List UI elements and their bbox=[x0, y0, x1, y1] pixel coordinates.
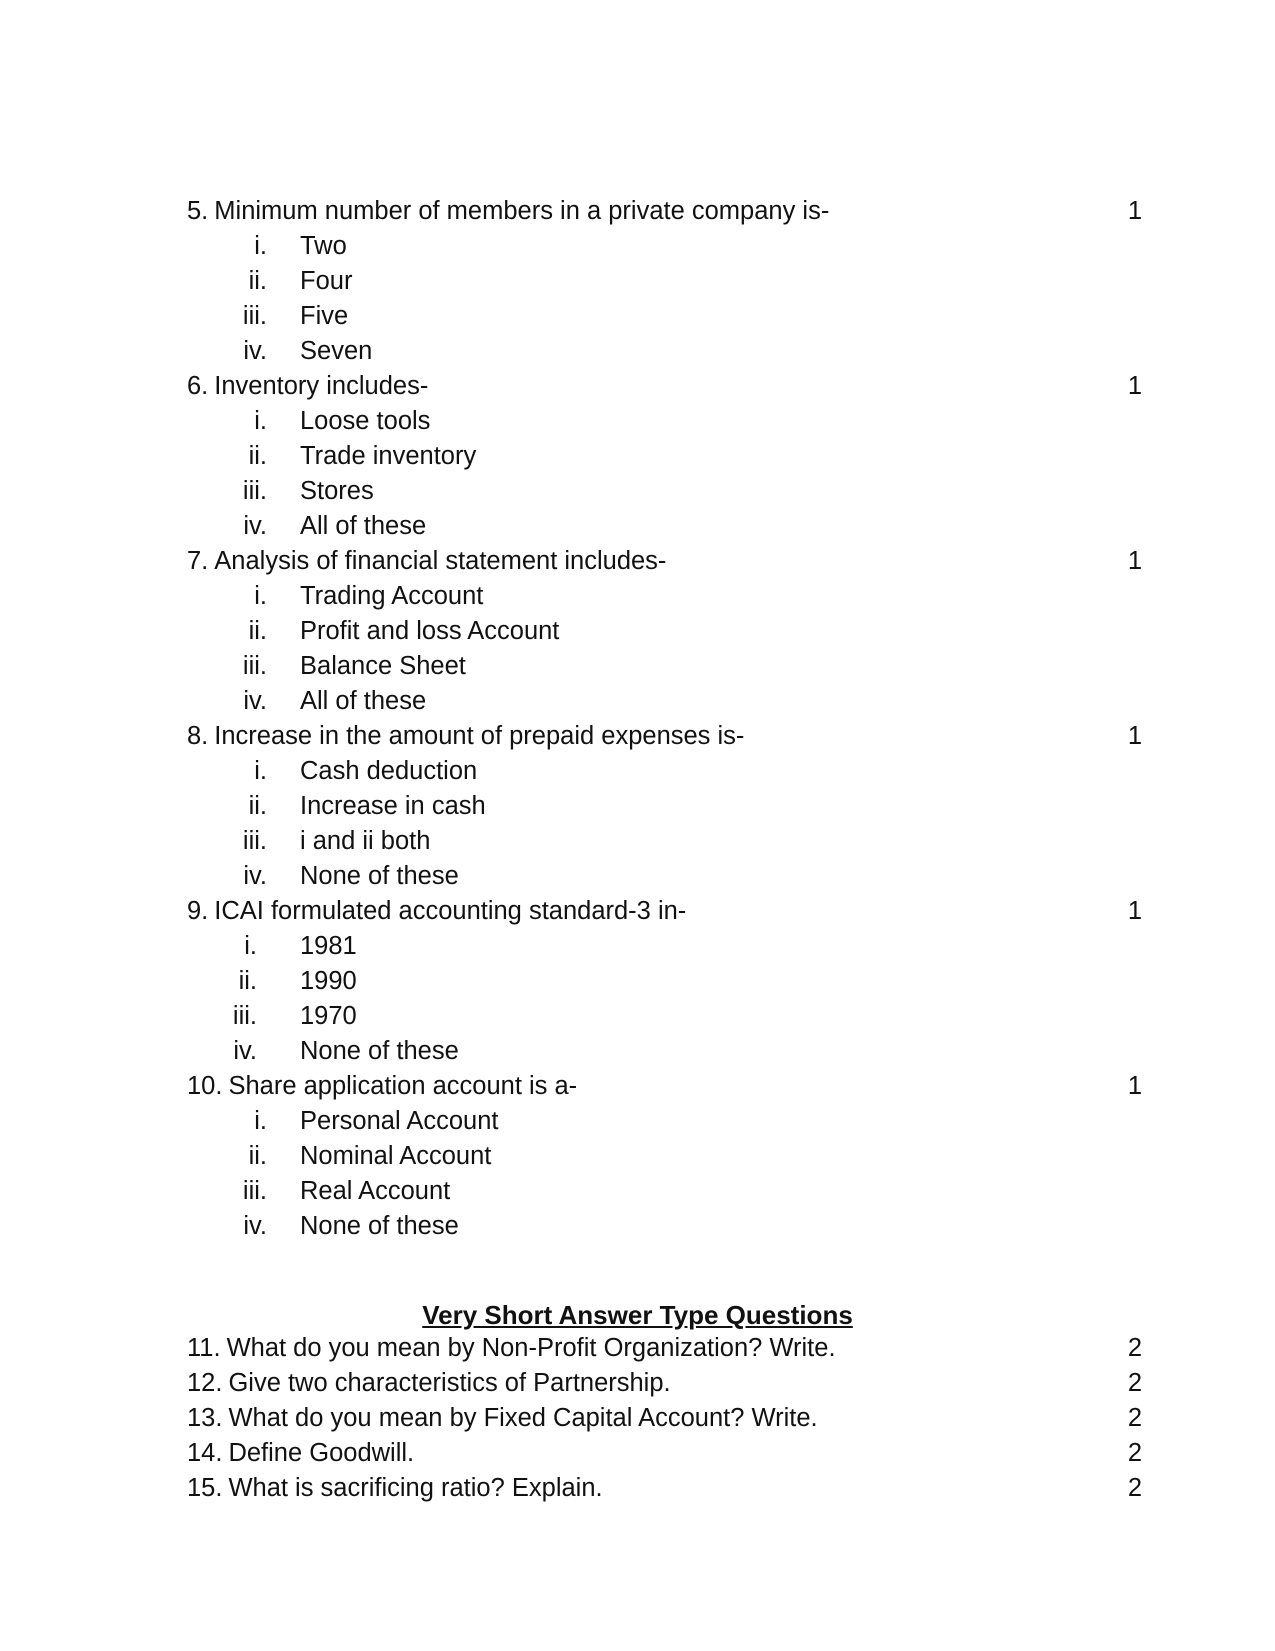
question-13 bbox=[187, 1401, 1142, 1435]
question-number: 9. bbox=[187, 897, 209, 925]
option-numeral: i. bbox=[254, 232, 267, 260]
question-text: Define Goodwill. bbox=[228, 1439, 415, 1467]
option bbox=[187, 999, 1142, 1033]
option bbox=[187, 1104, 1142, 1138]
option bbox=[187, 859, 1142, 893]
question-marks: 1 bbox=[1127, 197, 1142, 225]
question-6 bbox=[187, 369, 1142, 403]
option bbox=[187, 474, 1142, 508]
option-text: Balance Sheet bbox=[300, 652, 466, 680]
option-text: Trading Account bbox=[300, 582, 484, 610]
option-text: None of these bbox=[300, 862, 459, 890]
option-numeral: ii. bbox=[248, 792, 267, 820]
question-9 bbox=[187, 894, 1142, 928]
question-marks: 2 bbox=[1127, 1369, 1142, 1397]
question-number: 14. bbox=[187, 1439, 223, 1467]
question-15 bbox=[187, 1471, 1142, 1505]
question-marks: 1 bbox=[1127, 722, 1142, 750]
option-text: Profit and loss Account bbox=[300, 617, 560, 645]
option bbox=[187, 614, 1142, 648]
question-text: Minimum number of members in a private company is- bbox=[214, 197, 830, 225]
question-marks: 1 bbox=[1127, 897, 1142, 925]
option bbox=[187, 264, 1142, 298]
option bbox=[187, 1209, 1142, 1243]
question-text: What do you mean by Fixed Capital Account? Write. bbox=[228, 1404, 818, 1432]
option bbox=[187, 964, 1142, 998]
option-text: None of these bbox=[300, 1212, 459, 1240]
question-text: Inventory includes- bbox=[214, 372, 429, 400]
question-number: 5. bbox=[187, 197, 209, 225]
question-11 bbox=[187, 1331, 1142, 1365]
question-text: What do you mean by Non-Profit Organization? Write. bbox=[226, 1334, 836, 1362]
option-text: i and ii both bbox=[300, 827, 431, 855]
question-text: Analysis of financial statement includes- bbox=[214, 547, 667, 575]
option-text: 1990 bbox=[300, 967, 357, 995]
option bbox=[187, 649, 1142, 683]
option-text: None of these bbox=[300, 1037, 459, 1065]
question-number: 7. bbox=[187, 547, 209, 575]
question-text: Give two characteristics of Partnership. bbox=[228, 1369, 671, 1397]
option-text: Stores bbox=[300, 477, 374, 505]
option-numeral: i. bbox=[254, 757, 267, 785]
option-text: 1981 bbox=[300, 932, 357, 960]
question-12 bbox=[187, 1366, 1142, 1400]
option-numeral: ii. bbox=[248, 1142, 267, 1170]
question-8 bbox=[187, 719, 1142, 753]
question-7 bbox=[187, 544, 1142, 578]
option bbox=[187, 1174, 1142, 1208]
option bbox=[187, 1139, 1142, 1173]
question-marks: 2 bbox=[1127, 1404, 1142, 1432]
option-numeral: i. bbox=[244, 932, 257, 960]
option-numeral: ii. bbox=[238, 967, 257, 995]
option-numeral: iv. bbox=[243, 512, 267, 540]
option-numeral: iii. bbox=[242, 827, 267, 855]
option-text: Loose tools bbox=[300, 407, 431, 435]
option-text: Real Account bbox=[300, 1177, 451, 1205]
option-numeral: i. bbox=[254, 407, 267, 435]
question-marks: 1 bbox=[1127, 372, 1142, 400]
option-numeral: iii. bbox=[242, 652, 267, 680]
question-text: ICAI formulated accounting standard-3 in- bbox=[214, 897, 687, 925]
question-number: 13. bbox=[187, 1404, 223, 1432]
question-14 bbox=[187, 1436, 1142, 1470]
question-number: 11. bbox=[187, 1334, 221, 1362]
option bbox=[187, 299, 1142, 333]
option-numeral: ii. bbox=[248, 617, 267, 645]
question-marks: 2 bbox=[1127, 1439, 1142, 1467]
option bbox=[187, 754, 1142, 788]
option-numeral: i. bbox=[254, 1107, 267, 1135]
question-marks: 2 bbox=[1127, 1474, 1142, 1502]
option bbox=[187, 684, 1142, 718]
option bbox=[187, 229, 1142, 263]
question-number: 8. bbox=[187, 722, 209, 750]
question-number: 6. bbox=[187, 372, 209, 400]
option-numeral: iii. bbox=[242, 477, 267, 505]
section-heading: Very Short Answer Type Questions bbox=[422, 1300, 853, 1330]
option-numeral: i. bbox=[254, 582, 267, 610]
option-text: Cash deduction bbox=[300, 757, 478, 785]
question-number: 10. bbox=[187, 1072, 223, 1100]
option-numeral: iii. bbox=[232, 1002, 257, 1030]
option-numeral: iii. bbox=[242, 1177, 267, 1205]
option-text: Seven bbox=[300, 337, 373, 365]
option bbox=[187, 1034, 1142, 1068]
option-text: All of these bbox=[300, 512, 427, 540]
option-text: Personal Account bbox=[300, 1107, 499, 1135]
question-marks: 1 bbox=[1127, 547, 1142, 575]
option-text: Five bbox=[300, 302, 349, 330]
option bbox=[187, 929, 1142, 963]
option-numeral: iv. bbox=[243, 862, 267, 890]
option-text: Trade inventory bbox=[300, 442, 477, 470]
option-text: All of these bbox=[300, 687, 427, 715]
question-marks: 2 bbox=[1127, 1334, 1142, 1362]
option-numeral: iv. bbox=[233, 1037, 257, 1065]
option-numeral: iv. bbox=[243, 687, 267, 715]
question-10 bbox=[187, 1069, 1142, 1103]
option-text: 1970 bbox=[300, 1002, 357, 1030]
option bbox=[187, 439, 1142, 473]
question-5 bbox=[187, 194, 1142, 228]
question-text: Share application account is a- bbox=[228, 1072, 578, 1100]
question-number: 15. bbox=[187, 1474, 223, 1502]
option-text: Four bbox=[300, 267, 353, 295]
option-numeral: ii. bbox=[248, 267, 267, 295]
option-numeral: iv. bbox=[243, 337, 267, 365]
option-numeral: iii. bbox=[242, 302, 267, 330]
option bbox=[187, 824, 1142, 858]
option-numeral: ii. bbox=[248, 442, 267, 470]
option bbox=[187, 334, 1142, 368]
question-text: Increase in the amount of prepaid expenses is- bbox=[214, 722, 745, 750]
option bbox=[187, 789, 1142, 823]
option-text: Nominal Account bbox=[300, 1142, 492, 1170]
option bbox=[187, 579, 1142, 613]
option bbox=[187, 404, 1142, 438]
option bbox=[187, 509, 1142, 543]
option-text: Increase in cash bbox=[300, 792, 486, 820]
option-numeral: iv. bbox=[243, 1212, 267, 1240]
question-text: What is sacrificing ratio? Explain. bbox=[228, 1474, 603, 1502]
option-text: Two bbox=[300, 232, 347, 260]
question-number: 12. bbox=[187, 1369, 223, 1397]
question-marks: 1 bbox=[1127, 1072, 1142, 1100]
